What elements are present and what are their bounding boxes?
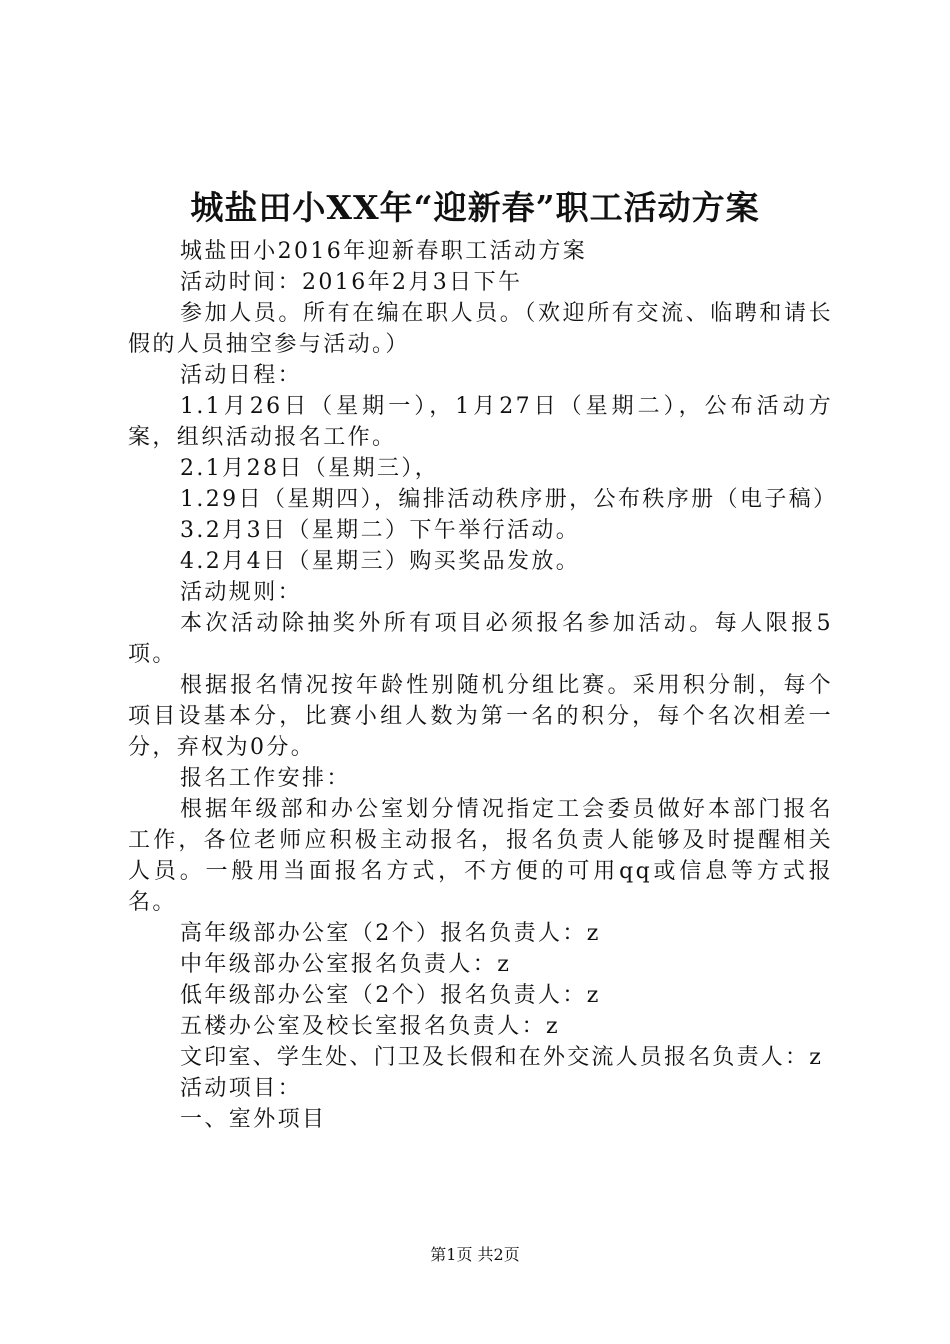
page-footer: 第1页 共2页 (430, 1245, 520, 1264)
paragraph-schedule-item-3: 3.2月3日（星期二）下午举行活动。 (180, 518, 581, 543)
paragraph-registration-senior: 高年级部办公室（2个）报名负责人：z (180, 921, 601, 946)
document-body (128, 236, 838, 1135)
paragraph-registration-middle: 中年级部办公室报名负责人：z (180, 952, 512, 977)
paragraph-rules-2: 根据报名情况按年龄性别随机分组比赛。采用积分制，每个项目设基本分，比赛小组人数为第一名的积分，每个名次相差一分，弃权为0分。 (128, 673, 833, 760)
document-title: 城盐田小XX年“迎新春”职工活动方案 (190, 188, 760, 227)
paragraph-schedule-heading: 活动日程： (180, 363, 303, 388)
paragraph-schedule-item-2b: 1.29日（星期四），编排活动秩序册，公布秩序册（电子稿） (180, 487, 838, 512)
paragraph-registration-junior: 低年级部办公室（2个）报名负责人：z (180, 983, 601, 1008)
paragraph-outdoor-events: 一、室外项目 (180, 1107, 327, 1132)
paragraph-registration-details: 根据年级部和办公室划分情况指定工会委员做好本部门报名工作，各位老师应积极主动报名，报名负责人能够及时提醒相关人员。一般用当面报名方式，不方便的可用qq或信息等方式报名。 (128, 797, 833, 915)
paragraph-activity-time: 活动时间：2016年2月3日下午 (180, 270, 523, 295)
paragraph-schedule-item-4: 4.2月4日（星期三）购买奖品发放。 (180, 549, 581, 574)
paragraph-events-heading: 活动项目： (180, 1076, 303, 1101)
paragraph-schedule-item-1: 1.1月26日（星期一），1月27日（星期二），公布活动方案，组织活动报名工作。 (128, 394, 833, 450)
paragraph-rules-heading: 活动规则： (180, 580, 303, 605)
paragraph-registration-print-room: 文印室、学生处、门卫及长假和在外交流人员报名负责人：z (180, 1045, 823, 1070)
paragraph-schedule-item-2: 2.1月28日（星期三）， (180, 456, 440, 481)
paragraph-subtitle: 城盐田小2016年迎新春职工活动方案 (180, 239, 588, 264)
paragraph-registration-fifth-floor: 五楼办公室及校长室报名负责人：z (180, 1014, 560, 1039)
paragraph-registration-heading: 报名工作安排： (180, 766, 351, 791)
paragraph-participants: 参加人员。所有在编在职人员。（欢迎所有交流、临聘和请长假的人员抽空参与活动。） (128, 301, 833, 357)
paragraph-rules-1: 本次活动除抽奖外所有项目必须报名参加活动。每人限报5项。 (128, 611, 833, 667)
